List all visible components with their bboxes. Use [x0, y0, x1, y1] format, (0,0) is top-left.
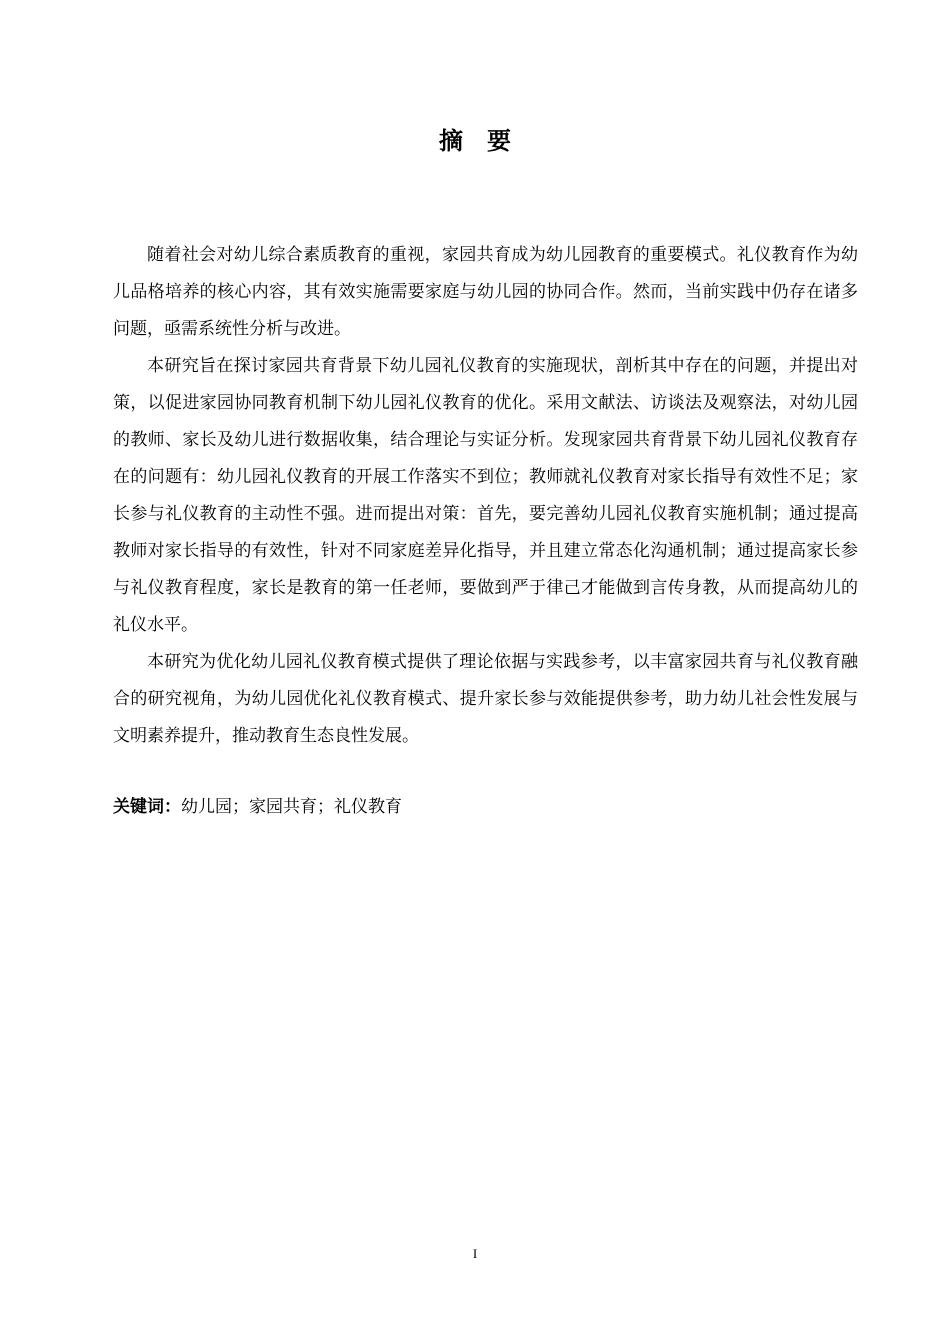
abstract-paragraph-2: 本研究旨在探讨家园共育背景下幼儿园礼仪教育的实施现状，剖析其中存在的问题，并提出对策，以促进家园协同教育机制下幼儿园礼仪教育的优化。采用文献法、访谈法及观察法，对幼儿园的教师、家长及幼儿进行数据收集，结合理论与实证分析。发现家园共育背景下幼儿园礼仪教育存在的问题有：幼儿园礼仪教育的开展工作落实不到位；教师就礼仪教育对家长指导有效性不足；家长参与礼仪教育的主动性不强。进而提出对策：首先，要完善幼儿园礼仪教育实施机制；通过提高教师对家长指导的有效性，针对不同家庭差异化指导，并且建立常态化沟通机制；通过提高家长参与礼仪教育程度，家长是教育的第一任老师，要做到严于律己才能做到言传身教，从而提高幼儿的礼仪水平。 [113, 356, 858, 635]
keywords-line [113, 790, 858, 824]
keywords-text: 幼儿园；家园共育；礼仪教育 [181, 797, 402, 817]
abstract-body [113, 237, 858, 755]
page-number: I [472, 1246, 478, 1261]
keywords-label: 关键词： [113, 797, 181, 817]
abstract-paragraph-1: 随着社会对幼儿综合素质教育的重视，家园共育成为幼儿园教育的重要模式。礼仪教育作为幼儿品格培养的核心内容，其有效实施需要家庭与幼儿园的协同合作。然而，当前实践中仍存在诸多问题，亟需系统性分析与改进。 [113, 245, 858, 339]
page-title: 摘 要 [439, 126, 511, 155]
abstract-paragraph-3: 本研究为优化幼儿园礼仪教育模式提供了理论依据与实践参考，以丰富家园共育与礼仪教育融合的研究视角，为幼儿园优化礼仪教育模式、提升家长参与效能提供参考，助力幼儿社会性发展与文明素养提升，推动教育生态良性发展。 [113, 652, 858, 746]
